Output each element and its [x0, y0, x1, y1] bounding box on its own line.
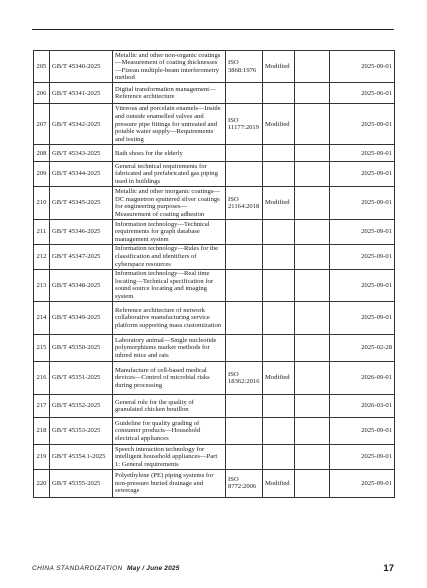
standard-title: General technical requirements for fabricated and prefabricated gas piping used in buildings [113, 162, 226, 187]
standards-table-body [34, 51, 395, 498]
implementation-date: 2025-09-01 [330, 162, 395, 187]
adoption-degree [263, 335, 295, 362]
implementation-date: 2025-09-01 [330, 418, 395, 445]
row-number: 213 [34, 269, 50, 301]
table-row [34, 220, 395, 245]
table-row [34, 51, 395, 83]
adoption-degree [263, 395, 295, 418]
row-number: 218 [34, 418, 50, 445]
implementation-date: 2025-09-01 [330, 187, 395, 220]
replaced-standard [295, 187, 330, 220]
adopted-international-standard [226, 269, 263, 301]
row-number: 212 [34, 244, 50, 269]
standard-number: GB/T 45352-2025 [50, 395, 113, 418]
adoption-degree: Modified [263, 104, 295, 145]
row-number: 216 [34, 362, 50, 395]
replaced-standard [295, 395, 330, 418]
table-row [34, 162, 395, 187]
adopted-international-standard [226, 83, 263, 104]
adopted-international-standard [226, 418, 263, 445]
header-rule [32, 29, 394, 30]
adoption-degree [263, 83, 295, 104]
page-footer [32, 565, 394, 575]
table-row [34, 302, 395, 335]
adopted-international-standard [226, 145, 263, 162]
standard-title: Laboratory animal—Single nucleotide polymorphisms marker methods for inbred mice and rats [113, 335, 226, 362]
standard-title: Guideline for quality grading of consumer products—Household electrical appliances [113, 418, 226, 445]
adopted-international-standard: ISO 21164:2018 [226, 187, 263, 220]
standard-title: Polyethylene (PE) piping systems for non-pressure buried drainage and sewerage [113, 469, 226, 497]
adopted-international-standard [226, 302, 263, 335]
implementation-date: 2025-02-28 [330, 335, 395, 362]
adopted-international-standard [226, 244, 263, 269]
implementation-date: 2025-09-01 [330, 269, 395, 301]
adopted-international-standard [226, 395, 263, 418]
standard-number: GB/T 45343-2025 [50, 145, 113, 162]
table-row [34, 269, 395, 301]
implementation-date: 2025-09-01 [330, 244, 395, 269]
replaced-standard [295, 469, 330, 497]
standard-number: GB/T 45355-2025 [50, 469, 113, 497]
adopted-international-standard: ISO 3868:1976 [226, 51, 263, 83]
row-number: 219 [34, 445, 50, 470]
implementation-date: 2025-09-01 [330, 104, 395, 145]
row-number: 215 [34, 335, 50, 362]
implementation-date: 2025-09-01 [330, 445, 395, 470]
standard-number: GB/T 45353-2025 [50, 418, 113, 445]
row-number: 211 [34, 220, 50, 245]
implementation-date: 2025-09-01 [330, 51, 395, 83]
replaced-standard [295, 83, 330, 104]
row-number: 209 [34, 162, 50, 187]
adopted-international-standard [226, 445, 263, 470]
adopted-international-standard [226, 220, 263, 245]
row-number: 214 [34, 302, 50, 335]
table-row [34, 335, 395, 362]
adoption-degree [263, 418, 295, 445]
table-row [34, 244, 395, 269]
row-number: 208 [34, 145, 50, 162]
row-number: 207 [34, 104, 50, 145]
table-row [34, 469, 395, 497]
standard-number: GB/T 45342-2025 [50, 104, 113, 145]
adopted-international-standard: ISO 11177:2019 [226, 104, 263, 145]
adoption-degree [263, 445, 295, 470]
replaced-standard [295, 220, 330, 245]
table-row [34, 445, 395, 470]
standard-number: GB/T 45340-2025 [50, 51, 113, 83]
standard-number: GB/T 45341-2025 [50, 83, 113, 104]
standard-number: GB/T 45349-2025 [50, 302, 113, 335]
replaced-standard [295, 362, 330, 395]
standard-number: GB/T 45345-2025 [50, 187, 113, 220]
standard-number: GB/T 45348-2025 [50, 269, 113, 301]
implementation-date: 2025-09-01 [330, 145, 395, 162]
replaced-standard [295, 244, 330, 269]
standard-title: Digital transformation management—Reference architecture [113, 83, 226, 104]
standards-table [33, 50, 395, 498]
adoption-degree: Modified [263, 51, 295, 83]
implementation-date: 2026-09-01 [330, 362, 395, 395]
row-number: 220 [34, 469, 50, 497]
implementation-date: 2026-03-01 [330, 395, 395, 418]
table-row [34, 418, 395, 445]
row-number: 206 [34, 83, 50, 104]
standard-title: Bath shoes for the elderly [113, 145, 226, 162]
standard-number: GB/T 45347-2025 [50, 244, 113, 269]
standard-title: Information technology—Real time locating—Technical specification for sound source locating and imaging system [113, 269, 226, 301]
standard-number: GB/T 45350-2025 [50, 335, 113, 362]
footer-issue: May / June 2025 [127, 565, 180, 572]
standard-title: General rule for the quality of granulated chicken bouillon [113, 395, 226, 418]
adoption-degree [263, 302, 295, 335]
standard-number: GB/T 45354.1-2025 [50, 445, 113, 470]
implementation-date: 2025-09-01 [330, 302, 395, 335]
footer-publication: CHINA STANDARDIZATION May / June 2025 [32, 565, 180, 572]
adopted-international-standard [226, 335, 263, 362]
adopted-international-standard: ISO 18362:2016 [226, 362, 263, 395]
table-row [34, 395, 395, 418]
replaced-standard [295, 51, 330, 83]
adoption-degree [263, 220, 295, 245]
replaced-standard [295, 418, 330, 445]
adoption-degree: Modified [263, 469, 295, 497]
adoption-degree [263, 162, 295, 187]
standard-title: Manufacture of cell-based medical devices—Control of microbial risks during processing [113, 362, 226, 395]
replaced-standard [295, 269, 330, 301]
adopted-international-standard: ISO 8772:2006 [226, 469, 263, 497]
page-number: 17 [383, 563, 394, 574]
adoption-degree: Modified [263, 187, 295, 220]
standard-title: Speech interaction technology for intelligent household appliances—Part 1: General requirements [113, 445, 226, 470]
table-row [34, 83, 395, 104]
implementation-date: 2025-09-01 [330, 220, 395, 245]
row-number: 210 [34, 187, 50, 220]
adoption-degree [263, 269, 295, 301]
standard-number: GB/T 45344-2025 [50, 162, 113, 187]
standard-title: Metallic and other non-organic coatings—Measurement of coating thicknesses—Fizeau multiple-beam interferometry method [113, 51, 226, 83]
table-row [34, 104, 395, 145]
replaced-standard [295, 302, 330, 335]
replaced-standard [295, 162, 330, 187]
standard-title: Information technology—Technical requirements for graph database management system [113, 220, 226, 245]
implementation-date: 2025-09-01 [330, 469, 395, 497]
implementation-date: 2025-06-01 [330, 83, 395, 104]
adopted-international-standard [226, 162, 263, 187]
standard-title: Metallic and other inorganic coatings—DC magnetron sputtered silver coatings for engineering purposes—Measurement of coating adhesion [113, 187, 226, 220]
standard-title: Information technology—Rules for the classification and identifiers of cyberspace resources [113, 244, 226, 269]
replaced-standard [295, 445, 330, 470]
table-row [34, 362, 395, 395]
row-number: 205 [34, 51, 50, 83]
replaced-standard [295, 335, 330, 362]
table-row [34, 187, 395, 220]
table-row [34, 145, 395, 162]
standard-number: GB/T 45351-2025 [50, 362, 113, 395]
row-number: 217 [34, 395, 50, 418]
standard-number: GB/T 45346-2025 [50, 220, 113, 245]
standard-title: Vitreous and porcelain enamels—Inside and outside enamelled valves and pressure pipe fittings for untreated and potable water supply—Requirements and testing [113, 104, 226, 145]
replaced-standard [295, 104, 330, 145]
adoption-degree [263, 145, 295, 162]
standard-title: Reference architecture of network collaborative manufacturing service platform supporting mass customization [113, 302, 226, 335]
replaced-standard [295, 145, 330, 162]
adoption-degree [263, 244, 295, 269]
adoption-degree: Modified [263, 362, 295, 395]
